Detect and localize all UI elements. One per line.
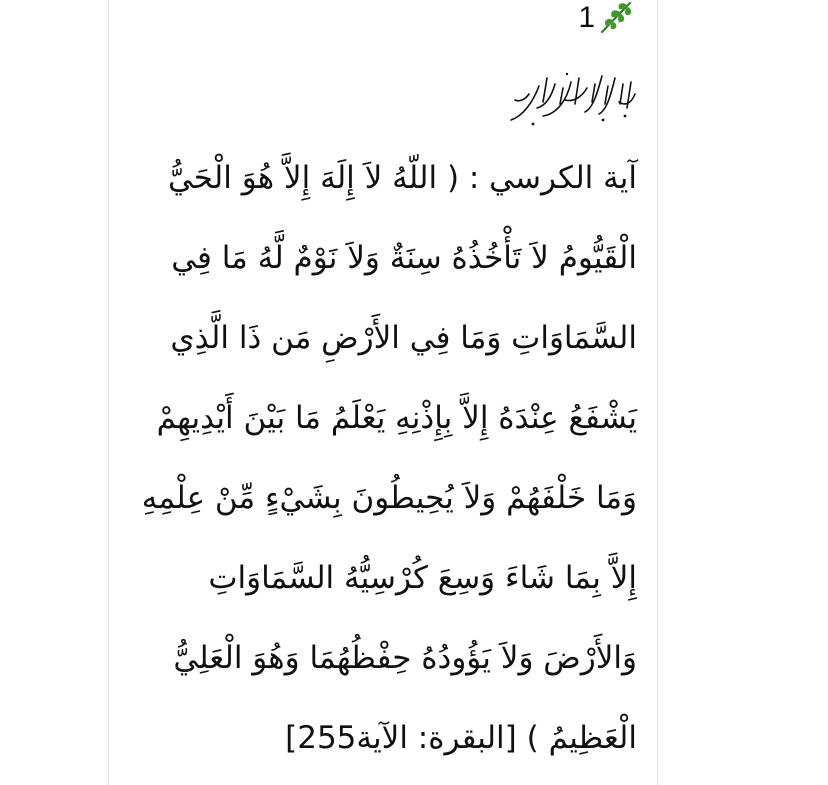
- message-header: [578, 0, 635, 38]
- verse-line: وَمَا خَلْفَهُمْ وَلاَ يُحِيطُونَ بِشَيْءٍ مِّنْ عِلْمِهِ: [141, 480, 637, 516]
- message-card: [108, 0, 658, 785]
- verse-line: آية الكرسي : ( اللّهُ لاَ إِلَهَ إِلاَّ هُوَ الْحَيُّ: [167, 160, 637, 196]
- verse-line: يَشْفَعُ عِنْدَهُ إِلاَّ بِإِذْنِهِ يَعْلَمُ مَا بَيْنَ أَيْدِيهِمْ: [156, 400, 637, 436]
- verse-line: السَّمَاوَاتِ وَمَا فِي الأَرْضِ مَن ذَا الَّذِي: [170, 320, 637, 356]
- verse-line: الْقَيُّومُ لاَ تَأْخُذُهُ سِنَةٌ وَلاَ نَوْمٌ لَّهُ مَا فِي: [171, 240, 637, 276]
- basmala-calligraphy: [507, 64, 639, 128]
- ayat-al-kursi-text: [132, 138, 637, 778]
- herb-leaf-icon: [597, 0, 635, 37]
- item-number: 1: [578, 1, 595, 34]
- verse-line: وَالأَرْضَ وَلاَ يَؤُودُهُ حِفْظُهُمَا وَهُوَ الْعَلِيُّ: [173, 640, 637, 676]
- verse-line: الْعَظِيمُ ) [البقرة: الآية255]: [285, 720, 637, 756]
- verse-line: إِلاَّ بِمَا شَاءَ وَسِعَ كُرْسِيُّهُ السَّمَاوَاتِ: [208, 560, 637, 596]
